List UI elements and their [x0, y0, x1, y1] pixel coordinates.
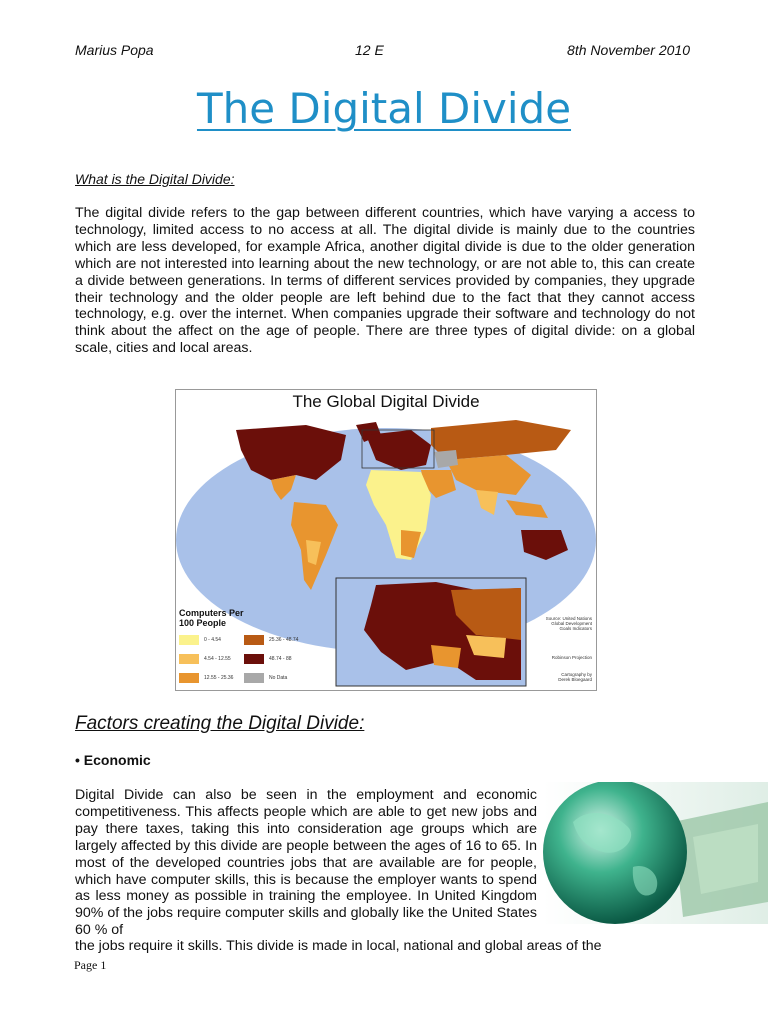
economic-paragraph-continued: the jobs require it skills. This divide is made in local, national and global areas of the [75, 938, 602, 954]
legend-label: 48.74 - 88 [269, 656, 292, 662]
header-date: 8th November 2010 [567, 42, 690, 58]
map-projection: Robinson Projection [551, 655, 592, 660]
map-source: Source: United Nations Global Development Goals Indicators [545, 616, 592, 631]
legend-label: 25.36 - 48.74 [269, 637, 299, 643]
legend-swatch [244, 673, 264, 683]
legend-swatch [179, 673, 199, 683]
legend-swatch [179, 654, 199, 664]
legend-swatch [179, 635, 199, 645]
section-heading-factors: Factors creating the Digital Divide: [75, 713, 365, 734]
economic-paragraph: Digital Divide can also be seen in the employment and economic competitiveness. This affects people which are able to get new jobs and pay there taxes, taking this into consideration age groups which are largely affected by this divide are people between the ages of 16 to 65. In most of the developed countries jobs that are available are for people, which have computer skills, this is because the employer wants to spend as less money as possible in training the employee. In United Kingdom 90% of the jobs require computer skills and globally like the United States 60 % of [75, 787, 537, 939]
globe-money-image [543, 782, 768, 924]
legend-label: 12.55 - 25.36 [204, 675, 234, 681]
map-title: The Global Digital Divide [292, 392, 480, 411]
page-number: Page 1 [74, 958, 107, 972]
bullet-economic-label: Economic [83, 752, 151, 768]
legend-swatch [244, 654, 264, 664]
header-class: 12 E [355, 42, 384, 58]
legend-label: 0 - 4.54 [204, 637, 221, 643]
legend-label: 4.54 - 12.55 [204, 656, 231, 662]
map-cartography: Cartography by Derek Bloegaard [558, 672, 592, 682]
header-author: Marius Popa [75, 42, 154, 58]
intro-paragraph: The digital divide refers to the gap between different countries, which have varying a access to technology, limited access to no access at all. The digital divide is mainly due to the countries which are less developed, for example Africa, another digital divide is due to the older generation which are not interested into learning about the new technology, or are not able to, this can create a divide between generations. In terms of different services provided by companies, they upgrade their technology and the older people are left behind due to the fact that they cannot access technology, e.g. over the internet. When companies upgrade their software and technology do not think about the affect on the age of people. There are three types of digital divide: on a global scale, cities and local areas. [75, 205, 695, 357]
globe-illustration [543, 782, 768, 924]
world-map-graphic [176, 390, 596, 690]
globe-sphere [543, 782, 687, 924]
europe-inset-balkans [431, 645, 461, 668]
section-heading-what-is: What is the Digital Divide: [75, 171, 235, 187]
global-digital-divide-map [175, 389, 597, 691]
legend-title: Computers Per 100 People [179, 608, 244, 628]
page-title: The Digital Divide [196, 84, 572, 133]
legend-swatch [244, 635, 264, 645]
bullet-economic: • Economic [75, 752, 151, 768]
legend-label: No Data [269, 675, 288, 681]
central-asia-nodata [434, 450, 458, 468]
